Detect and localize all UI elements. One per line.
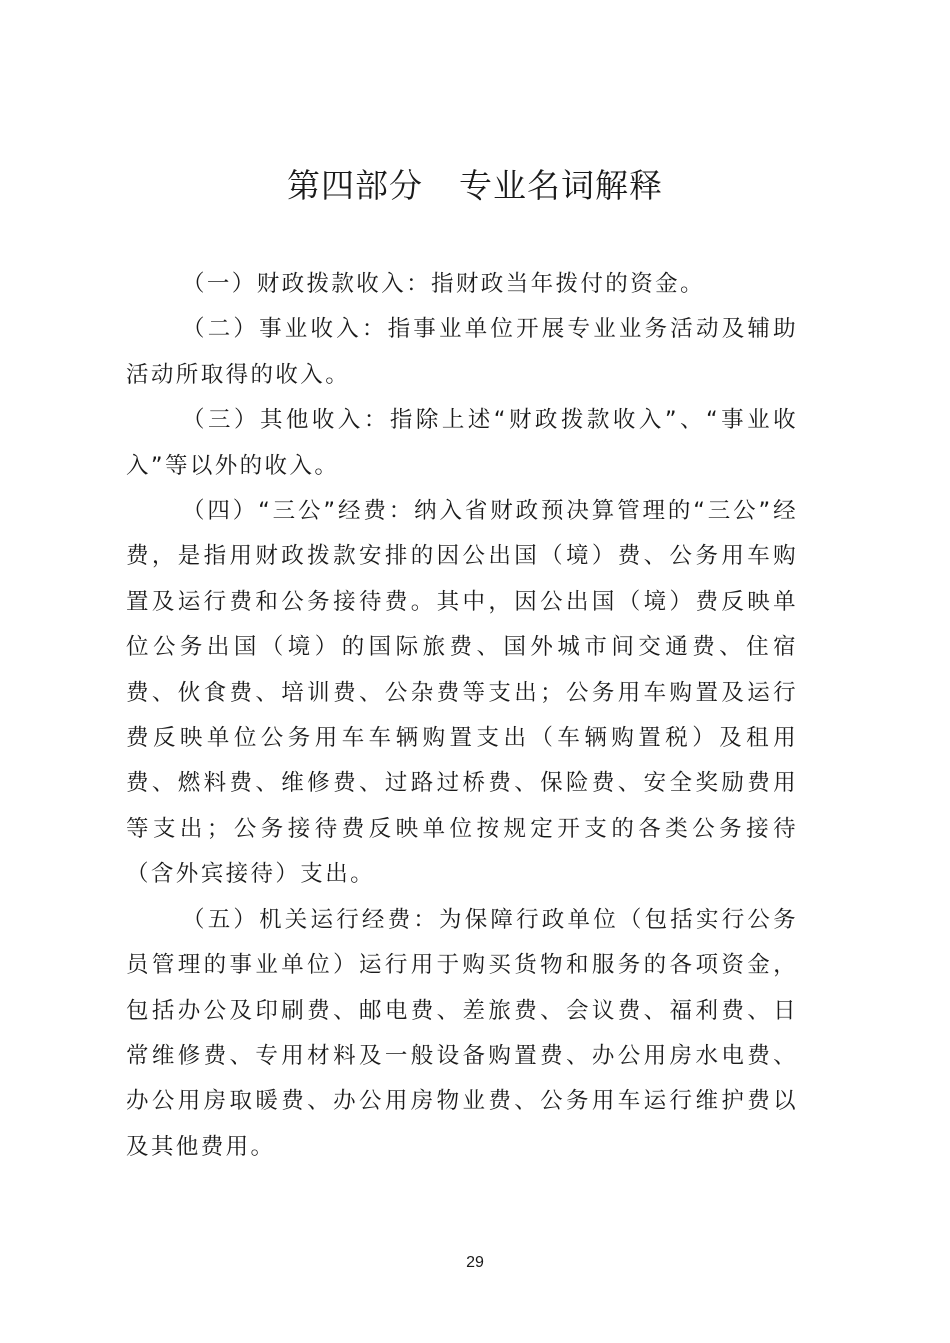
- title-part: 第四部分: [287, 166, 423, 205]
- document-body: [126, 262, 798, 1170]
- page-title: [0, 163, 950, 209]
- paragraph-other-income: （三）其他收入：指除上述“财政拨款收入”、“事业收入”等以外的收入。: [126, 407, 798, 479]
- page-number: 29: [466, 1254, 484, 1271]
- paragraph-three-public-expenses: （四）“三公”经费：纳入省财政预决算管理的“三公”经费，是指用财政拨款安排的因公出国（境）费、公务用车购置及运行费和公务接待费。其中，因公出国（境）费反映单位公务出国（境）的国际旅费、国外城市间交通费、住宿费、伙食费、培训费、公杂费等支出；公务用车购置及运行费反映单位公务用车车辆购置支出（车辆购置税）及租用费、燃料费、维修费、过路过桥费、保险费、安全奖励费用等支出；公务接待费反映单位按规定开支的各类公务接待（含外宾接待）支出。: [126, 498, 798, 888]
- title-name: 专业名词解释: [459, 166, 663, 205]
- paragraph-institution-income: （二）事业收入：指事业单位开展专业业务活动及辅助活动所取得的收入。: [126, 316, 798, 388]
- paragraph-fiscal-appropriation-income: （一）财政拨款收入：指财政当年拨付的资金。: [182, 271, 705, 297]
- paragraph-operating-expenses: （五）机关运行经费：为保障行政单位（包括实行公务员管理的事业单位）运行用于购买货物和服务的各项资金，包括办公及印刷费、邮电费、差旅费、会议费、福利费、日常维修费、专用材料及一般设备购置费、办公用房水电费、办公用房取暖费、办公用房物业费、公务用车运行维护费以及其他费用。: [126, 906, 798, 1160]
